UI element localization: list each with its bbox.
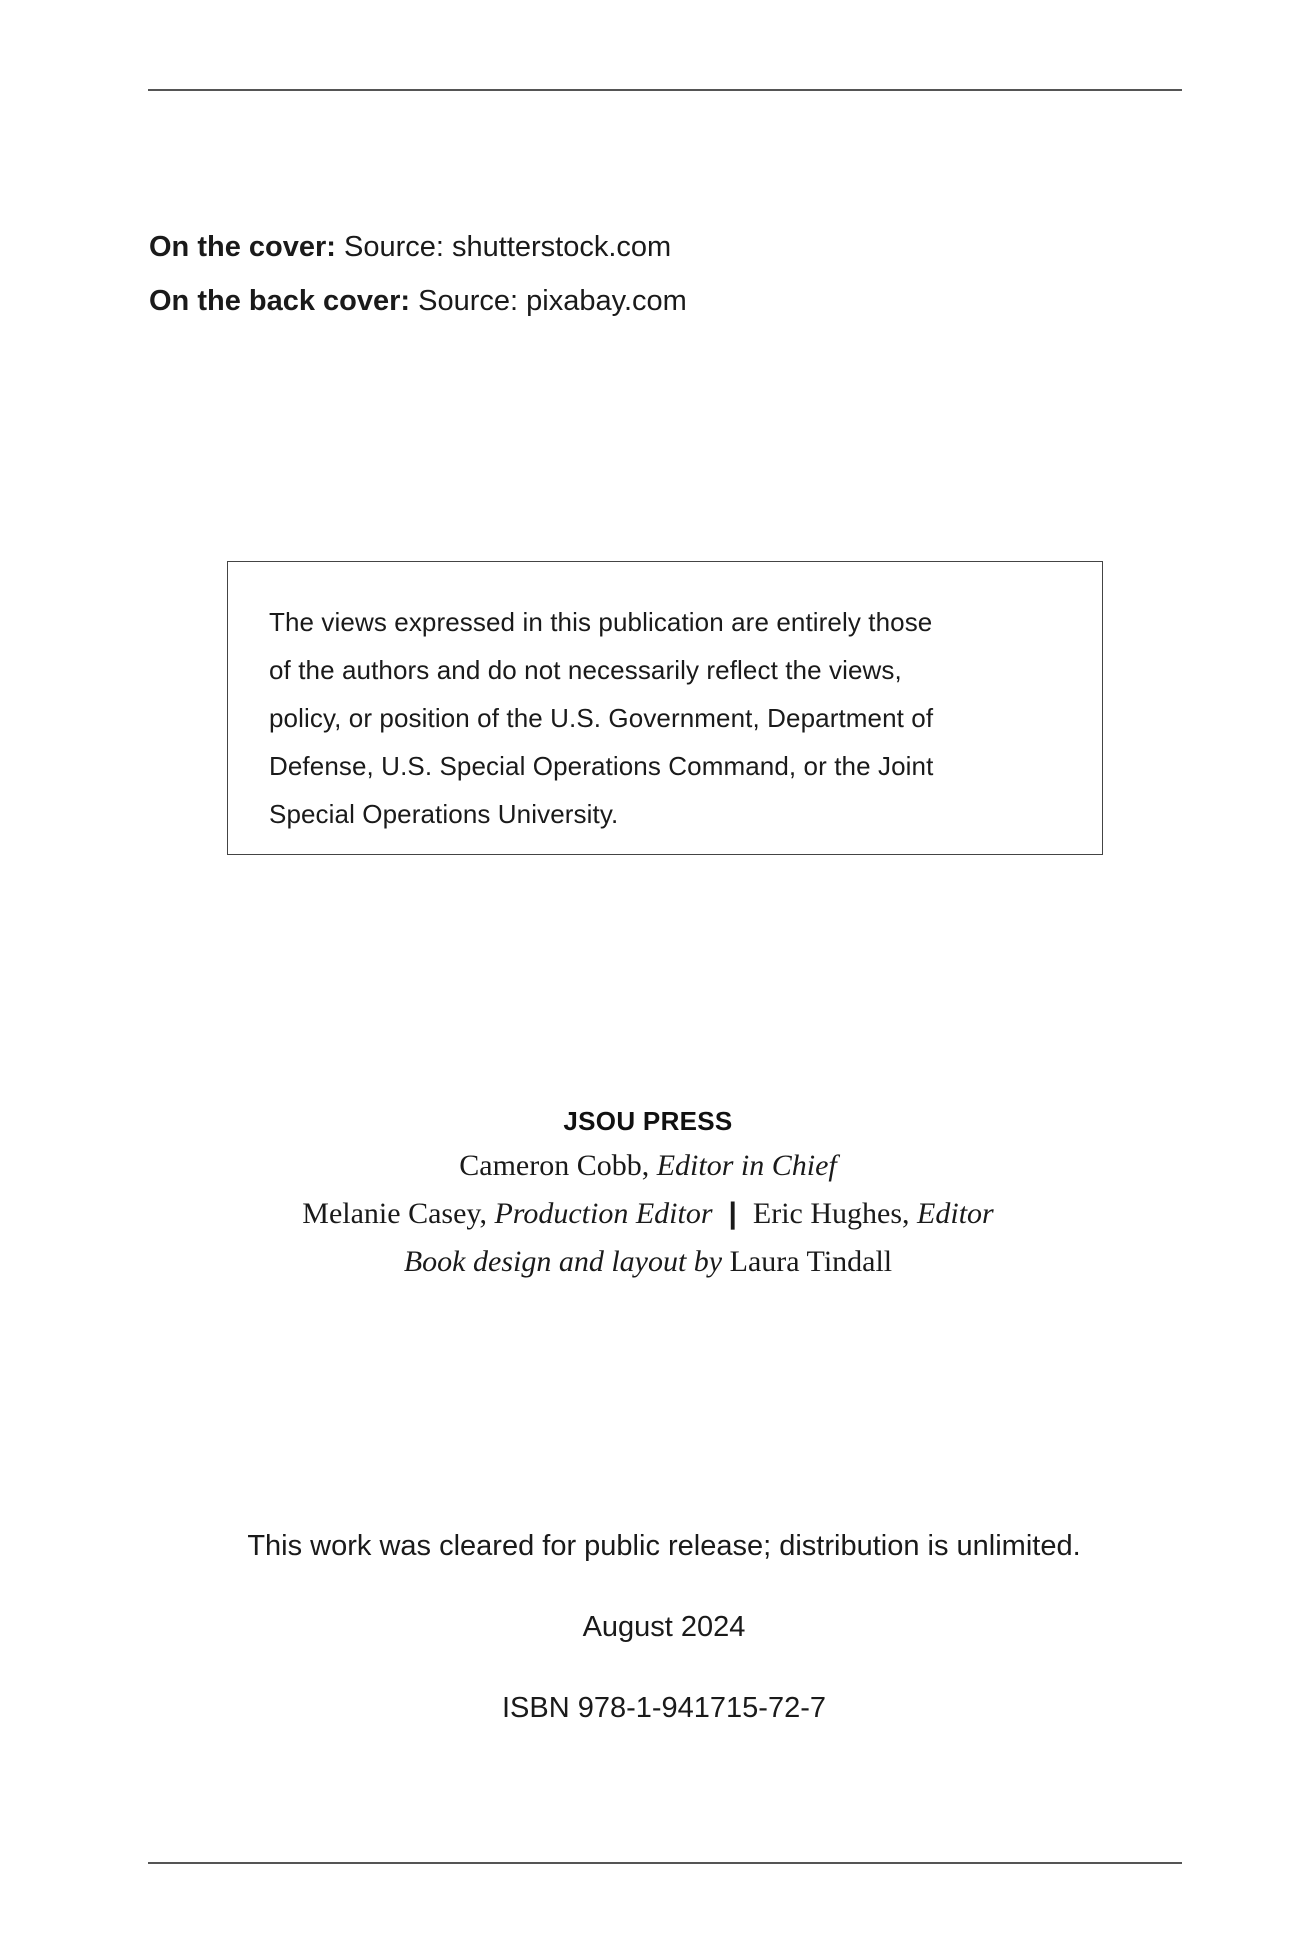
cover-credit-label: On the cover: [149, 231, 336, 263]
top-rule [148, 89, 1182, 91]
editor-role: Editor [917, 1197, 994, 1230]
disclaimer-line: of the authors and do not necessarily reflect the views, [269, 655, 902, 685]
back-cover-credit [149, 274, 687, 328]
image-credits [149, 220, 687, 328]
design-line [0, 1238, 1296, 1286]
isbn: ISBN 978-1-941715-72-7 [501, 1692, 827, 1724]
editors-line [0, 1190, 1296, 1238]
cover-credit-source: Source: shutterstock.com [344, 231, 672, 263]
production-editor-name: Melanie Casey, [302, 1197, 487, 1230]
editor-in-chief-role: Editor in Chief [656, 1149, 837, 1182]
release-statement: This work was cleared for public release; distribution is unlimited. [247, 1530, 1081, 1562]
disclaimer-line: policy, or position of the U.S. Government, Department of [269, 703, 934, 733]
design-role: Book design and layout by [403, 1245, 723, 1278]
back-cover-credit-label: On the back cover: [149, 285, 411, 317]
editor-name: Eric Hughes, [752, 1197, 910, 1230]
editor-in-chief-line [0, 1142, 1296, 1190]
disclaimer-line: Defense, U.S. Special Operations Command, or the Joint [269, 751, 934, 781]
disclaimer-line: The views expressed in this publication are entirely those [269, 607, 933, 637]
editor-separator: | [728, 1197, 737, 1230]
designer-name: Laura Tindall [729, 1245, 893, 1278]
disclaimer-box [227, 561, 1103, 855]
publication-date: August 2024 [582, 1611, 746, 1643]
press-title: JSOU PRESS [563, 1106, 733, 1136]
press-credits [0, 1100, 1296, 1286]
production-editor-role: Production Editor [494, 1197, 713, 1230]
cover-credit [149, 220, 687, 274]
bottom-rule [148, 1862, 1182, 1864]
disclaimer-line: Special Operations University. [269, 799, 619, 829]
back-cover-credit-source: Source: pixabay.com [418, 285, 687, 317]
editor-in-chief-name: Cameron Cobb, [459, 1149, 650, 1182]
